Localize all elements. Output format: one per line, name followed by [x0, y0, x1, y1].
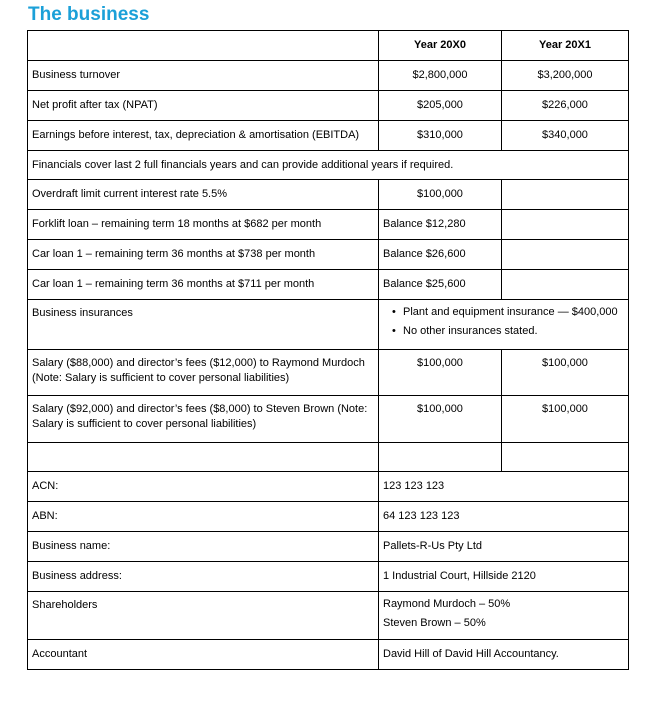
acn-value: 123 123 123 — [379, 472, 629, 502]
row-label: ACN: — [28, 472, 379, 502]
header-year-20x0: Year 20X0 — [379, 31, 502, 61]
abn-value: 64 123 123 123 — [379, 502, 629, 532]
financials-note: Financials cover last 2 full financials years and can provide additional years if required. — [28, 151, 629, 180]
business-address-row — [28, 562, 629, 592]
row-label: Net profit after tax (NPAT) — [28, 91, 379, 121]
row-label: Car loan 1 – remaining term 36 months at $711 per month — [28, 270, 379, 300]
shareholders-row — [28, 592, 629, 640]
shareholders-cell — [379, 592, 629, 640]
value-20x1: $226,000 — [502, 91, 629, 121]
business-table — [27, 30, 629, 670]
value-20x0: $100,000 — [379, 396, 502, 443]
value-20x1: $100,000 — [502, 350, 629, 396]
abn-row — [28, 502, 629, 532]
row-label: Forklift loan – remaining term 18 months at $682 per month — [28, 210, 379, 240]
list-item: • Plant and equipment insurance — $400,000 — [393, 303, 624, 322]
insurance-list-cell — [379, 300, 629, 350]
salary-row — [28, 350, 629, 396]
row-label: Business insurances — [28, 300, 379, 350]
insurance-row — [28, 300, 629, 350]
list-item: • No other insurances stated. — [393, 322, 624, 341]
forklift-loan-row — [28, 210, 629, 240]
empty-cell — [502, 240, 629, 270]
car-loan-row — [28, 270, 629, 300]
value-20x0: $2,800,000 — [379, 61, 502, 91]
salary-row — [28, 396, 629, 443]
business-name-row — [28, 532, 629, 562]
value-20x1: $3,200,000 — [502, 61, 629, 91]
empty-cell — [379, 443, 502, 472]
header-year-20x1: Year 20X1 — [502, 31, 629, 61]
row-label: Earnings before interest, tax, depreciation & amortisation (EBITDA) — [28, 121, 379, 151]
accountant-value: David Hill of David Hill Accountancy. — [379, 640, 629, 670]
overdraft-value: $100,000 — [379, 180, 502, 210]
business-address-value: 1 Industrial Court, Hillside 2120 — [379, 562, 629, 592]
turnover-row — [28, 61, 629, 91]
value-20x0: $205,000 — [379, 91, 502, 121]
car-loan-row — [28, 240, 629, 270]
row-label: Car loan 1 – remaining term 36 months at $738 per month — [28, 240, 379, 270]
row-label: Business name: — [28, 532, 379, 562]
loan-balance: Balance $26,600 — [379, 240, 502, 270]
npat-row — [28, 91, 629, 121]
page-title: The business — [28, 4, 150, 25]
empty-cell — [502, 180, 629, 210]
empty-cell — [28, 443, 379, 472]
loan-balance: Balance $25,600 — [379, 270, 502, 300]
row-label: ABN: — [28, 502, 379, 532]
value-20x0: $100,000 — [379, 350, 502, 396]
row-label: Salary ($92,000) and director’s fees ($8,000) to Steven Brown (Note: Salary is sufficient to cover personal liabilities) — [28, 396, 379, 443]
ebitda-row — [28, 121, 629, 151]
accountant-row — [28, 640, 629, 670]
row-label: Salary ($88,000) and director’s fees ($12,000) to Raymond Murdoch (Note: Salary is sufficient to cover personal liabilities) — [28, 350, 379, 396]
acn-row — [28, 472, 629, 502]
value-20x1: $100,000 — [502, 396, 629, 443]
row-label: Shareholders — [28, 592, 379, 640]
spacer-row — [28, 443, 629, 472]
financials-note-row — [28, 151, 629, 180]
row-label: Business address: — [28, 562, 379, 592]
row-label: Business turnover — [28, 61, 379, 91]
overdraft-row — [28, 180, 629, 210]
row-label: Accountant — [28, 640, 379, 670]
shareholder: Raymond Murdoch – 50% — [383, 598, 511, 610]
value-20x1: $340,000 — [502, 121, 629, 151]
empty-cell — [502, 210, 629, 240]
empty-cell — [502, 443, 629, 472]
shareholder: Steven Brown – 50% — [383, 617, 486, 629]
header-blank — [28, 31, 379, 61]
business-name-value: Pallets-R-Us Pty Ltd — [379, 532, 629, 562]
insurance-list — [383, 303, 624, 341]
value-20x0: $310,000 — [379, 121, 502, 151]
row-label: Overdraft limit current interest rate 5.5% — [28, 180, 379, 210]
loan-balance: Balance $12,280 — [379, 210, 502, 240]
header-row — [28, 31, 629, 61]
empty-cell — [502, 270, 629, 300]
